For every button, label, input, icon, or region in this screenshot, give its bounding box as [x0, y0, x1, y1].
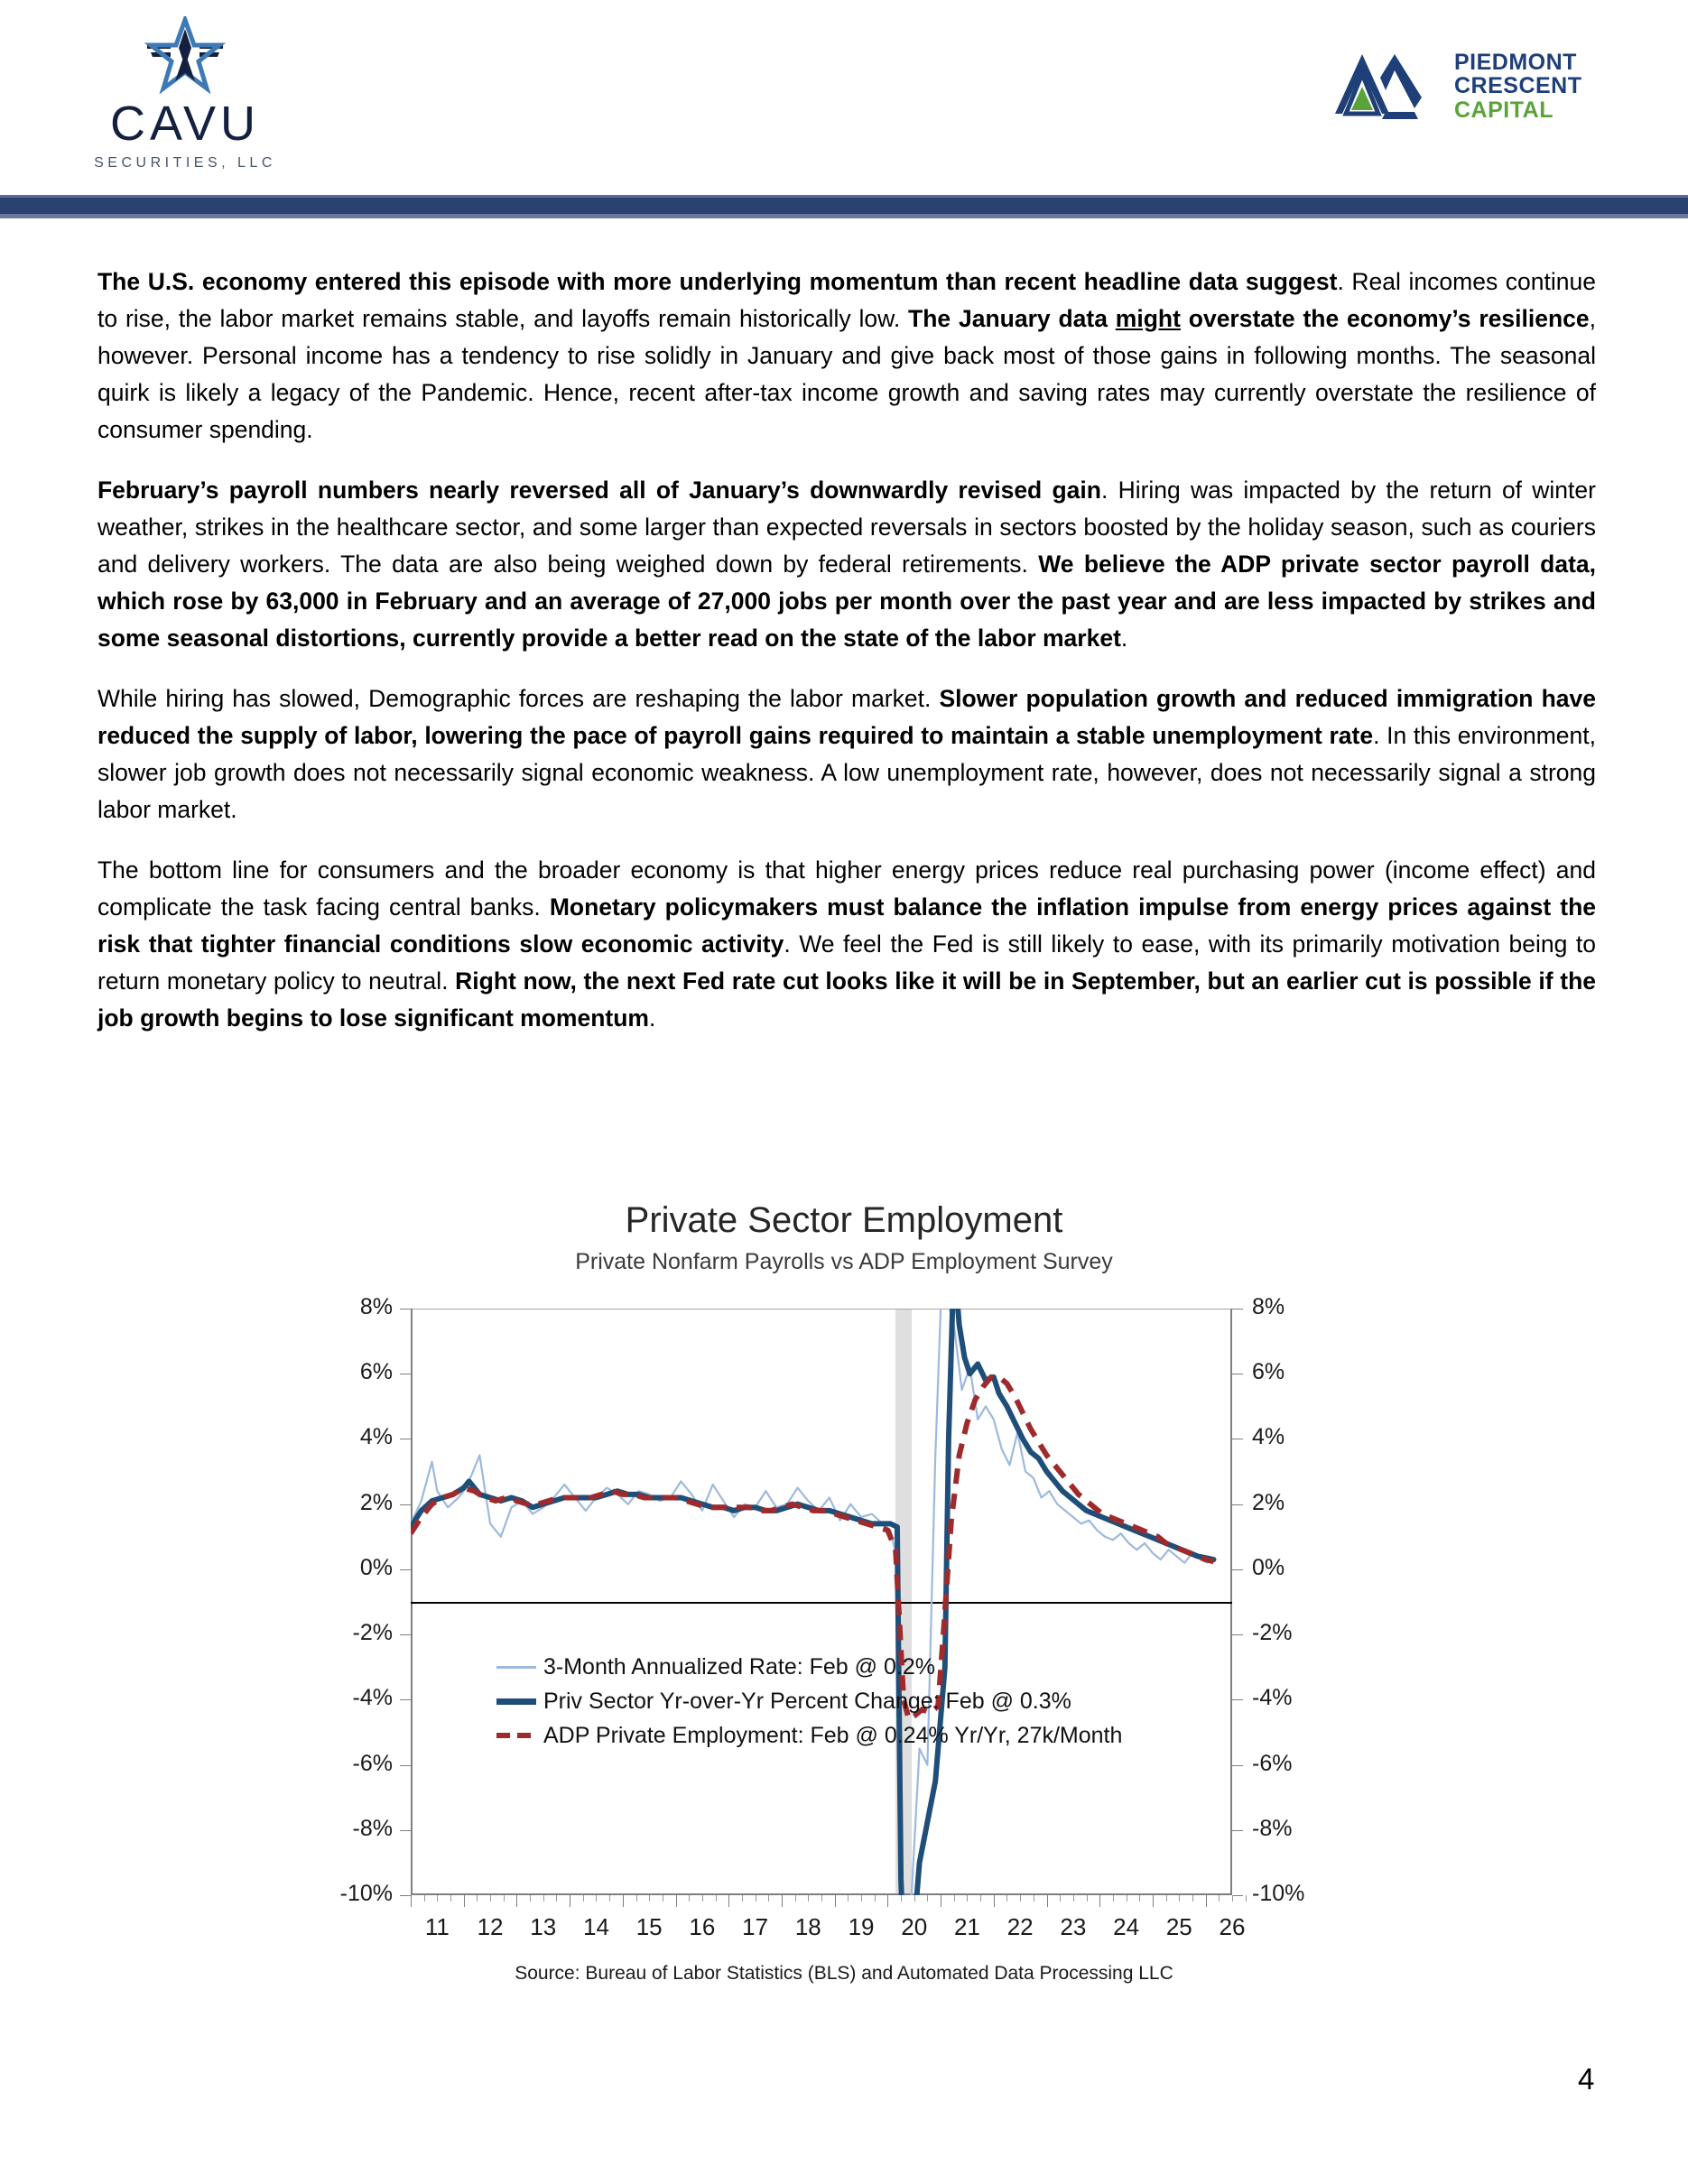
x-tick-minor: [954, 1895, 955, 1902]
piedmont-crescent-capital-logo: [1331, 25, 1629, 147]
x-tick-label: 20: [901, 1913, 928, 1940]
paragraph-3: While hiring has slowed, Demographic forces are reshaping the labor market. Slower population growth and reduced immigration have reduced the supply of labor, lowering the pace of payroll gains required to maintain a stable unemployment rate. In this environment, slower job growth does not necessarily signal economic weakness. A low unemployment rate, however, does not necessarily signal a strong labor market.: [97, 685, 1597, 823]
x-tick: [464, 1895, 465, 1907]
y-tick: [400, 1504, 411, 1505]
x-tick-minor: [530, 1895, 531, 1902]
cavu-subtitle: SECURITIES, LLC: [94, 155, 276, 171]
x-tick-minor: [1087, 1895, 1088, 1902]
x-tick-minor: [914, 1895, 915, 1902]
y-tick: [400, 1765, 411, 1766]
y-tick: [400, 1569, 411, 1570]
y-tick-label: -6%: [352, 1750, 393, 1776]
x-tick-minor: [821, 1895, 822, 1902]
document-body: [97, 264, 1596, 1060]
legend-label-2: ADP Private Employment: Feb @ 0.24% Yr/Yr, 27k/Month: [543, 1722, 1123, 1748]
x-tick-minor: [1020, 1895, 1021, 1902]
x-tick-label: 12: [477, 1913, 504, 1940]
x-tick-minor: [649, 1895, 650, 1902]
x-tick-label: 21: [953, 1913, 980, 1940]
x-tick-minor: [980, 1895, 981, 1902]
y-tick: [1232, 1504, 1243, 1505]
x-tick-minor: [636, 1895, 637, 1902]
y-tick-label: -10%: [339, 1881, 393, 1906]
x-tick: [516, 1895, 517, 1907]
legend-swatch-dashed-icon: [496, 1733, 536, 1739]
chart-subtitle: Private Nonfarm Payrolls vs ADP Employment Survey: [575, 1249, 1113, 1274]
y-tick: [1232, 1895, 1243, 1896]
y-tick-label: 4%: [1252, 1424, 1285, 1450]
x-tick-label: 24: [1113, 1913, 1140, 1940]
pcc-line-1: PIEDMONT: [1454, 49, 1577, 75]
x-tick: [1047, 1895, 1048, 1907]
legend-item-2: [496, 1718, 1122, 1753]
y-tick: [1232, 1569, 1243, 1570]
mountain-icon: [1331, 43, 1438, 129]
chart-private-sector-employment: [0, 1200, 1688, 2139]
x-tick: [623, 1895, 624, 1907]
x-tick-minor: [795, 1895, 796, 1902]
y-tick: [1232, 1699, 1243, 1700]
chart-source-note: Source: Bureau of Labor Statistics (BLS) and Automated Data Processing LLC: [515, 1963, 1173, 1984]
y-tick-label: 2%: [359, 1489, 393, 1515]
x-tick-minor: [596, 1895, 597, 1902]
page-header: [0, 0, 1688, 190]
chart-series-layer: [411, 1309, 1232, 1895]
y-tick: [400, 1895, 411, 1896]
y-tick: [1232, 1765, 1243, 1766]
x-tick-minor: [437, 1895, 438, 1902]
y-tick-label: -10%: [1252, 1881, 1305, 1906]
x-tick-minor: [424, 1895, 425, 1902]
x-tick-minor: [1139, 1895, 1140, 1902]
x-tick-label: 15: [635, 1913, 663, 1940]
x-tick-minor: [967, 1895, 968, 1902]
x-tick-minor: [901, 1895, 902, 1902]
y-tick-label: 0%: [1252, 1554, 1285, 1580]
chart-plot-area: [339, 1294, 1305, 1940]
x-tick-label: 13: [530, 1913, 557, 1940]
x-tick: [1153, 1895, 1154, 1907]
legend-item-0: [496, 1650, 1122, 1684]
x-tick: [728, 1895, 729, 1907]
chart-legend: [496, 1650, 1122, 1753]
paragraph-4: The bottom line for consumers and the broader economy is that higher energy prices reduce real purchasing power (income effect) and complicate the task facing central banks. Monetary policymakers must balance the inflation impulse from energy prices against the risk that tighter financial conditions slow economic activity. We feel the Fed is still likely to ease, with its primarily motivation being to return monetary policy to neutral. Right now, the next Fed rate cut looks like it will be in September, but an earlier cut is possible if the job growth begins to lose significant momentum.: [97, 856, 1597, 1032]
x-tick-minor: [1166, 1895, 1167, 1902]
y-tick: [400, 1699, 411, 1700]
x-tick-minor: [450, 1895, 451, 1902]
y-tick-label: 8%: [1252, 1294, 1285, 1319]
cavu-wordmark: [109, 97, 261, 151]
y-tick-label: -2%: [1252, 1620, 1293, 1646]
x-tick-label: 17: [742, 1913, 769, 1940]
legend-label-0: 3-Month Annualized Rate: Feb @ 0.2%: [543, 1653, 935, 1680]
x-tick: [782, 1895, 783, 1907]
legend-swatch-line-icon: [496, 1698, 536, 1705]
x-tick-label: 23: [1060, 1913, 1087, 1940]
x-tick-minor: [768, 1895, 769, 1902]
x-tick-label: 25: [1165, 1913, 1192, 1940]
x-tick-minor: [742, 1895, 743, 1902]
x-tick-minor: [848, 1895, 849, 1902]
x-tick-minor: [1192, 1895, 1193, 1902]
x-tick-minor: [808, 1895, 809, 1902]
paragraph-1: The U.S. economy entered this episode with more underlying momentum than recent headline data suggest. Real incomes continue to rise, the labor market remains stable, and layoffs remain historically low. The January data might overstate the economy’s resilience, however. Personal income has a tendency to rise solidly in January and give back most of those gains in following months. The seasonal quirk is likely a legacy of the Pandemic. Hence, recent after-tax income growth and saving rates may currently overstate the resilience of consumer spending.: [97, 268, 1596, 443]
y-tick-label: 0%: [359, 1554, 393, 1580]
header-divider-bar: [0, 195, 1688, 218]
x-tick-minor: [1113, 1895, 1114, 1902]
x-tick-minor: [1219, 1895, 1220, 1902]
x-tick-label: 18: [794, 1913, 821, 1940]
x-tick: [1099, 1895, 1100, 1907]
x-tick: [994, 1895, 995, 1907]
page-number: 4: [1578, 2062, 1595, 2096]
x-tick-minor: [477, 1895, 478, 1902]
x-tick-label: 16: [689, 1913, 716, 1940]
y-tick-label: -2%: [352, 1620, 393, 1646]
x-tick-minor: [716, 1895, 717, 1902]
x-tick-minor: [1073, 1895, 1074, 1902]
x-tick: [676, 1895, 677, 1907]
y-tick: [1232, 1830, 1243, 1831]
x-tick-label: 22: [1006, 1913, 1034, 1940]
y-tick-label: 2%: [1252, 1489, 1285, 1515]
legend-label-1: Priv Sector Yr-over-Yr Percent Change: Feb @ 0.3%: [543, 1688, 1071, 1714]
x-tick-label: 11: [424, 1913, 450, 1940]
x-tick-minor: [504, 1895, 505, 1902]
y-tick-label: -4%: [352, 1685, 393, 1711]
y-tick-label: -8%: [1252, 1815, 1293, 1841]
x-tick-label: 26: [1219, 1913, 1246, 1940]
paragraph-2: February’s payroll numbers nearly reversed all of January’s downwardly revised gain. Hiring was impacted by the return of winter weather, strikes in the healthcare sector, and some larger than expected reversals in sectors boosted by the holiday season, such as couriers and delivery workers. The data are also being weighed down by federal retirements. We believe the ADP private sector payroll data, which rose by 63,000 in February and an average of 27,000 jobs per month over the past year and are less impacted by strikes and some seasonal distortions, currently provide a better read on the state of the labor market.: [97, 477, 1597, 652]
chart-title: Private Sector Employment: [625, 1200, 1063, 1240]
x-tick-label: 19: [848, 1913, 875, 1940]
y-tick-label: -4%: [1252, 1685, 1293, 1711]
pcc-line-2: CRESCENT: [1454, 73, 1582, 99]
x-tick: [1206, 1895, 1207, 1907]
y-tick: [400, 1634, 411, 1635]
x-tick-minor: [1179, 1895, 1180, 1902]
y-tick-label: 8%: [359, 1294, 393, 1319]
y-tick: [1232, 1634, 1243, 1635]
cavu-logo: [77, 16, 293, 174]
x-tick-minor: [702, 1895, 703, 1902]
x-tick-label: 14: [583, 1913, 609, 1940]
pcc-line-3: CAPITAL: [1454, 97, 1554, 123]
y-tick: [400, 1830, 411, 1831]
x-tick-minor: [543, 1895, 544, 1902]
x-tick-minor: [1232, 1895, 1233, 1902]
x-tick-minor: [689, 1895, 690, 1902]
x-tick-minor: [556, 1895, 557, 1902]
star-icon: [131, 16, 239, 96]
x-tick-minor: [1060, 1895, 1061, 1902]
x-tick: [835, 1895, 836, 1907]
x-tick-minor: [609, 1895, 610, 1902]
y-tick-label: -6%: [1252, 1750, 1293, 1776]
series-line-yoy-percent-change: [411, 1309, 1213, 1895]
y-tick-label: -8%: [352, 1815, 393, 1841]
x-tick-minor: [861, 1895, 862, 1902]
x-tick-minor: [875, 1895, 876, 1902]
y-tick-label: 6%: [1252, 1359, 1285, 1385]
x-tick-minor: [490, 1895, 491, 1902]
x-tick-minor: [927, 1895, 928, 1902]
x-tick-minor: [1246, 1895, 1247, 1902]
y-tick-label: 6%: [359, 1359, 393, 1385]
cavu-wordmark-text: CAVU: [109, 97, 261, 151]
x-tick: [887, 1895, 888, 1907]
x-tick-minor: [1006, 1895, 1007, 1902]
series-line-3-month-annualized: [411, 1309, 1209, 1895]
legend-item-1: [496, 1684, 1122, 1718]
legend-swatch-line-icon: [496, 1666, 536, 1669]
x-tick: [411, 1895, 412, 1907]
x-tick-minor: [583, 1895, 584, 1902]
y-tick-label: 4%: [359, 1424, 393, 1450]
